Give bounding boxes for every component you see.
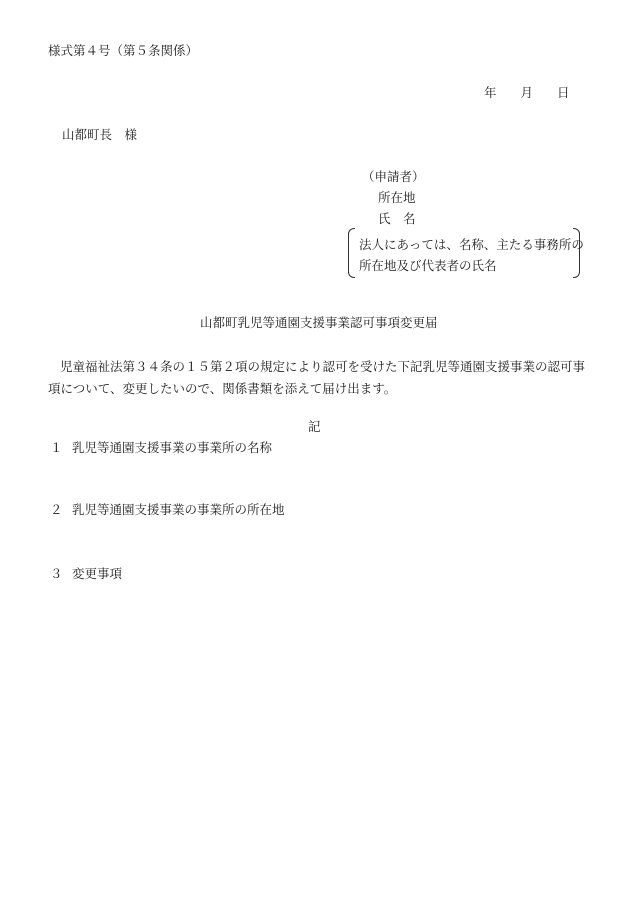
item-number: ３ bbox=[50, 566, 63, 581]
document-title: 山都町乳児等通園支援事業認可事項変更届 bbox=[200, 315, 438, 330]
item-label: 乳児等通園支援事業の事業所の所在地 bbox=[72, 502, 285, 517]
item-number: ２ bbox=[50, 502, 63, 517]
list-item bbox=[50, 442, 272, 455]
applicant-heading: （申請者） bbox=[362, 169, 425, 184]
date-day-label: 日 bbox=[557, 85, 570, 100]
item-label: 乳児等通園支援事業の事業所の名称 bbox=[72, 440, 273, 455]
date-year-label: 年 bbox=[484, 85, 497, 100]
item-label: 変更事項 bbox=[72, 566, 123, 581]
date-month-label: 月 bbox=[520, 85, 534, 100]
corporate-note-line-2: 所在地及び代表者の氏名 bbox=[359, 258, 497, 273]
ki-heading: 記 bbox=[308, 419, 321, 434]
right-bracket bbox=[573, 228, 580, 278]
left-bracket bbox=[348, 228, 355, 278]
body-paragraph: 児童福祉法第３４条の１５第２項の規定により認可を受けた下記乳児等通園支援事業の認可事項について、変更したいので、関係書類を添えて届け出ます。 bbox=[48, 359, 586, 396]
date-line bbox=[484, 87, 570, 100]
form-number: 様式第４号（第５条関係） bbox=[48, 43, 199, 58]
addressee: 山都町長 様 bbox=[62, 127, 138, 142]
list-item bbox=[50, 568, 122, 581]
list-item bbox=[50, 504, 285, 517]
item-number: １ bbox=[50, 440, 63, 455]
corporate-note-line-1: 法人にあっては、名称、主たる事務所の bbox=[359, 237, 584, 252]
applicant-address-label: 所在地 bbox=[378, 190, 416, 205]
corporate-note-bracket bbox=[348, 228, 584, 278]
applicant-name-label: 氏 名 bbox=[378, 211, 416, 226]
